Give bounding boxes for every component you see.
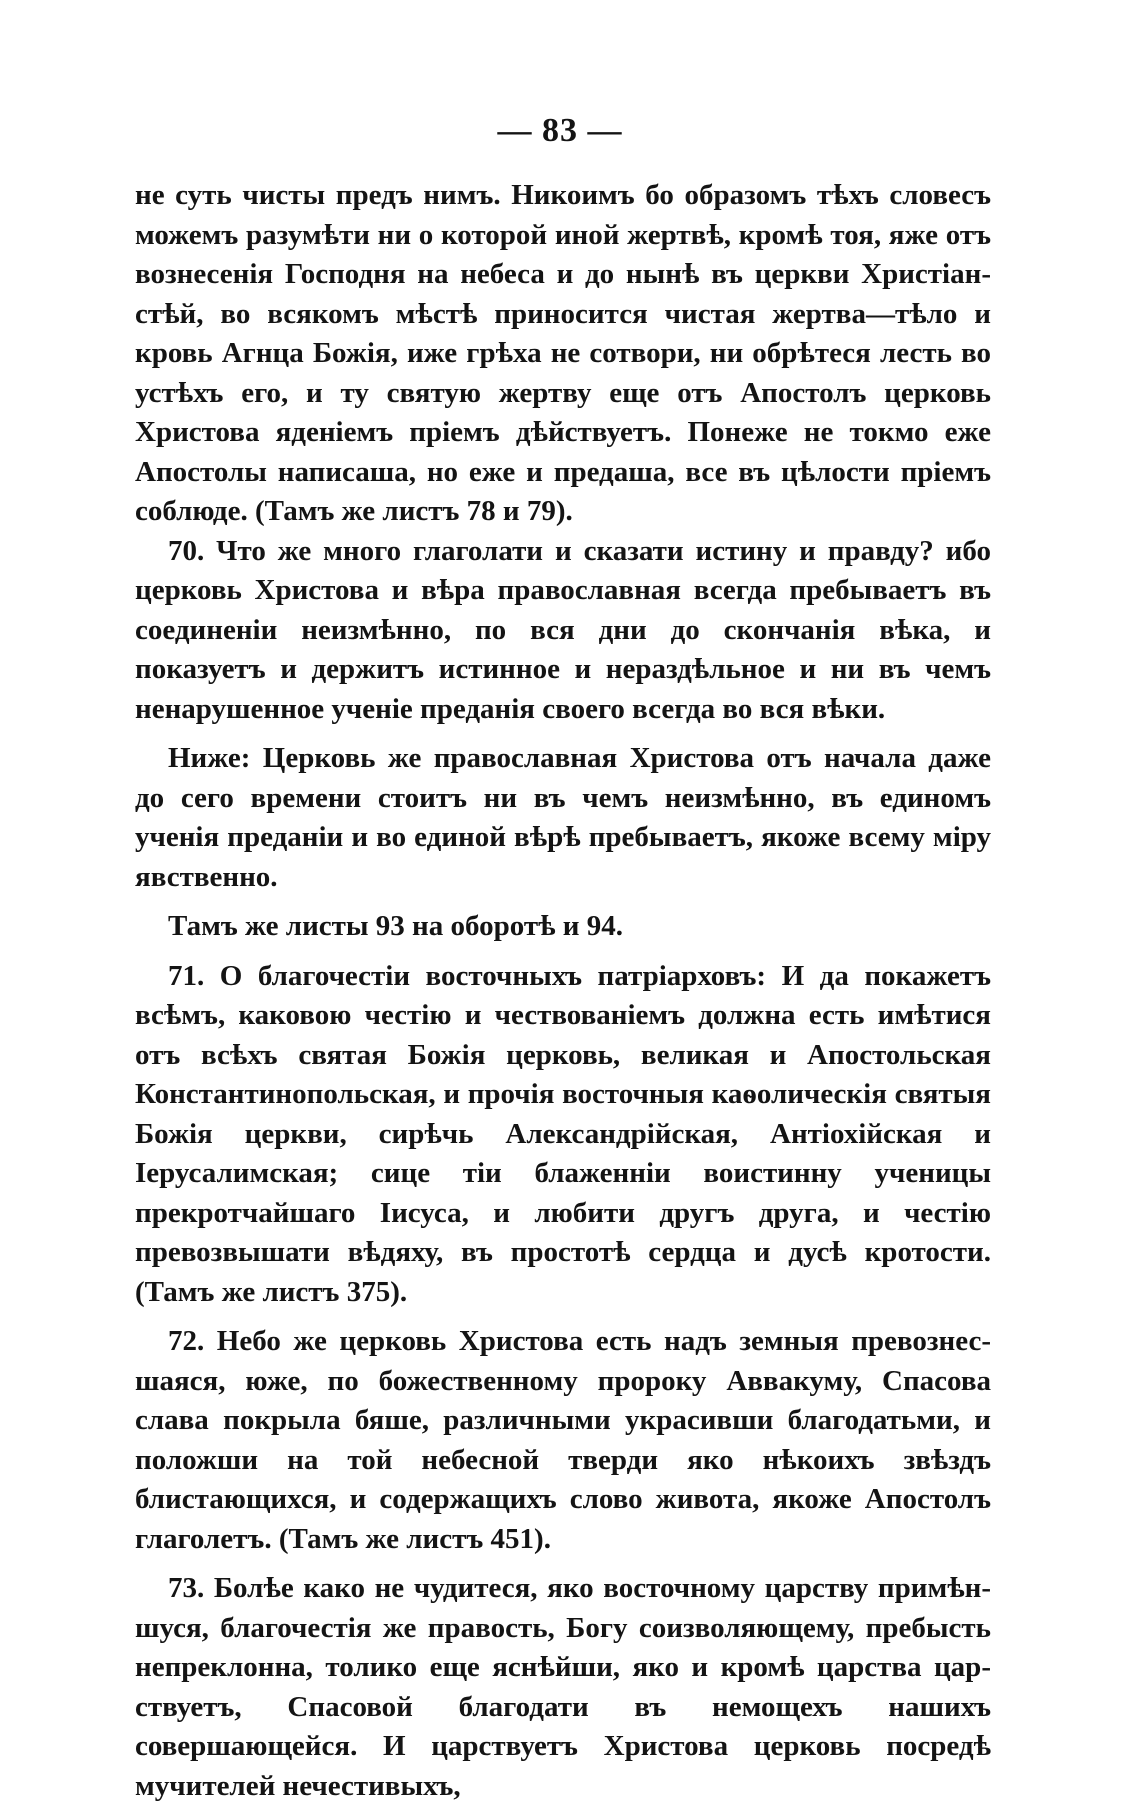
paragraph-70: 70. Что же много глаголати и сказати истину и правду? ибо церковь Христова и вѣра православная всегда пребываетъ въ соединеніи неизмѣнно, по вся дни до скончанія вѣка, и показуетъ и держитъ истинное и нераздѣльное и ни въ чемъ ненарушенное ученіе преданія своего всегда во вся вѣки. [135,534,991,725]
paragraph-nizhe: Ниже: Церковь же православная Христова отъ начала даже до сего времени стоитъ ни въ чемъ неизмѣнно, въ единомъ ученія преданіи и во единой вѣрѣ пребываетъ, якоже всему міру явственно. [135,742,991,893]
page-number: — 83 — [497,112,623,149]
paragraph-73: 73. Болѣе како не чудитеся, яко восточному царству примѣншуся, благочестія же правость, Богу соизволяющему, пребысть непреклонна, толико еще яснѣйши, яко и кромѣ царства царствуетъ, Спасовой благодати въ немощехъ нашихъ совершающейся. И царствуетъ Христова церковь посредѣ мучителей нечестивыхъ, [135,1572,991,1802]
paragraph-reference: Тамъ же листы 93 на оборотѣ и 94. [168,910,623,942]
paragraph-72: 72. Небо же церковь Христова есть надъ земныя превознесшаяся, юже, по божественному пророку Аввакуму, Спасова слава покрыла бяше, различными украсивши благодатьми, и положши на той небесной тверди яко нѣкоихъ звѣздъ блистающихся, и содержащихъ слово живота, якоже Апостолъ глаголетъ. (Тамъ же листъ 451). [135,1325,991,1555]
body-text [135,176,991,1806]
paragraph-71: 71. О благочестіи восточныхъ патріарховъ: И да покажетъ всѣмъ, каковою честію и чествованіемъ должна есть имѣтися отъ всѣхъ святая Божія церковь, великая и Апостольская Константинопольская, и прочія восточныя каѳолическія святыя Божія церкви, сирѣчь Александрійская, Антіохійская и Іерусалимская; сице тіи блаженніи воистинну ученицы прекротчайшаго Іисуса, и любити другъ друга, и честію превозвышати вѣдяху, въ простотѣ сердца и дусѣ кротости. (Тамъ же листъ 375). [135,959,991,1308]
paragraph-continuation: не суть чисты предъ нимъ. Никоимъ бо образомъ тѣхъ словесъ можемъ разумѣти ни о которой иной жертвѣ, кромѣ тоя, яже отъ вознесенія Господня на небеса и до нынѣ въ церкви Христіанстѣй, во всякомъ мѣстѣ приносится чистая жертва—тѣло и кровь Агнца Божія, иже грѣха не сотвори, ни обрѣтеся лесть во устѣхъ его, и ту святую жертву еще отъ Апостолъ церковь Христова яденіемъ пріемъ дѣйствуетъ. Понеже не токмо еже Апостолы написаша, но еже и предаша, все въ цѣлости пріемъ соблюде. (Тамъ же листъ 78 и 79). [135,179,991,527]
